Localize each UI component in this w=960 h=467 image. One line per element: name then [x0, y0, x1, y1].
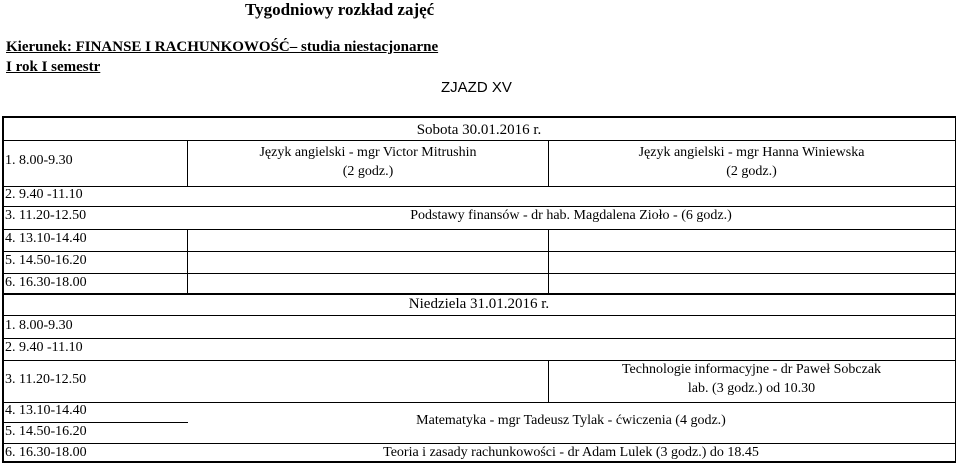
- english-left-class: Język angielski - mgr Victor Mitrushin: [259, 145, 477, 160]
- divider: [187, 229, 188, 294]
- saturday-slot-6: 6. 16.30-18.00: [5, 275, 87, 290]
- sunday-slot-6: 6. 16.30-18.00: [5, 445, 87, 460]
- divider: [548, 229, 549, 294]
- divider: [2, 315, 956, 316]
- saturday-slot-5: 5. 14.50-16.20: [5, 253, 87, 268]
- divider: [2, 443, 956, 444]
- english-right-hours: (2 godz.): [726, 164, 777, 179]
- sunday-slot-5: 5. 14.50-16.20: [5, 424, 87, 439]
- divider: [2, 251, 956, 252]
- sunday-slot-4: 4. 13.10-14.40: [5, 403, 87, 418]
- saturday-slot-4: 4. 13.10-14.40: [5, 231, 87, 246]
- divider: [2, 293, 956, 295]
- divider: [2, 140, 956, 141]
- divider: [2, 186, 956, 187]
- divider: [2, 273, 956, 274]
- sunday-slot-2: 2. 9.40 -11.10: [5, 340, 83, 355]
- english-left-hours: (2 godz.): [342, 164, 394, 179]
- saturday-day-label: Sobota 30.01.2016 r.: [416, 122, 542, 138]
- math-class: Matematyka - mgr Tadeusz Tylak - ćwiczenia (4 godz.): [416, 413, 726, 428]
- finance-class: Podstawy finansów - dr hab. Magdalena Zioło - (6 godz.): [410, 208, 732, 223]
- it-class-details: lab. (3 godz.) od 10.30: [687, 381, 816, 396]
- divider: [2, 338, 956, 339]
- divider: [2, 206, 956, 207]
- divider: [2, 360, 956, 361]
- sunday-slot-1: 1. 8.00-9.30: [5, 318, 73, 333]
- saturday-slot-3: 3. 11.20-12.50: [5, 208, 87, 223]
- program-heading: Kierunek: FINANSE I RACHUNKOWOŚĆ– studia niestacjonarne: [6, 39, 439, 55]
- saturday-slot-2: 2. 9.40 -11.10: [5, 187, 83, 202]
- it-class: Technologie informacyjne - dr Paweł Sobczak: [621, 362, 882, 377]
- divider: [2, 422, 188, 423]
- sunday-slot-3: 3. 11.20-12.50: [5, 372, 87, 387]
- year-heading: I rok I semestr: [6, 59, 101, 75]
- zjazd-label: ZJAZD XV: [441, 79, 512, 96]
- divider: [2, 229, 956, 230]
- english-right-class: Język angielski - mgr Hanna Winiewska: [638, 145, 865, 160]
- page-title: Tygodniowy rozkład zajęć: [245, 0, 435, 19]
- saturday-slot-1: 1. 8.00-9.30: [5, 153, 73, 168]
- accounting-class: Teoria i zasady rachunkowości - dr Adam Lulek (3 godz.) do 18.45: [383, 445, 759, 460]
- sunday-day-label: Niedziela 31.01.2016 r.: [408, 296, 550, 312]
- divider: [2, 402, 956, 403]
